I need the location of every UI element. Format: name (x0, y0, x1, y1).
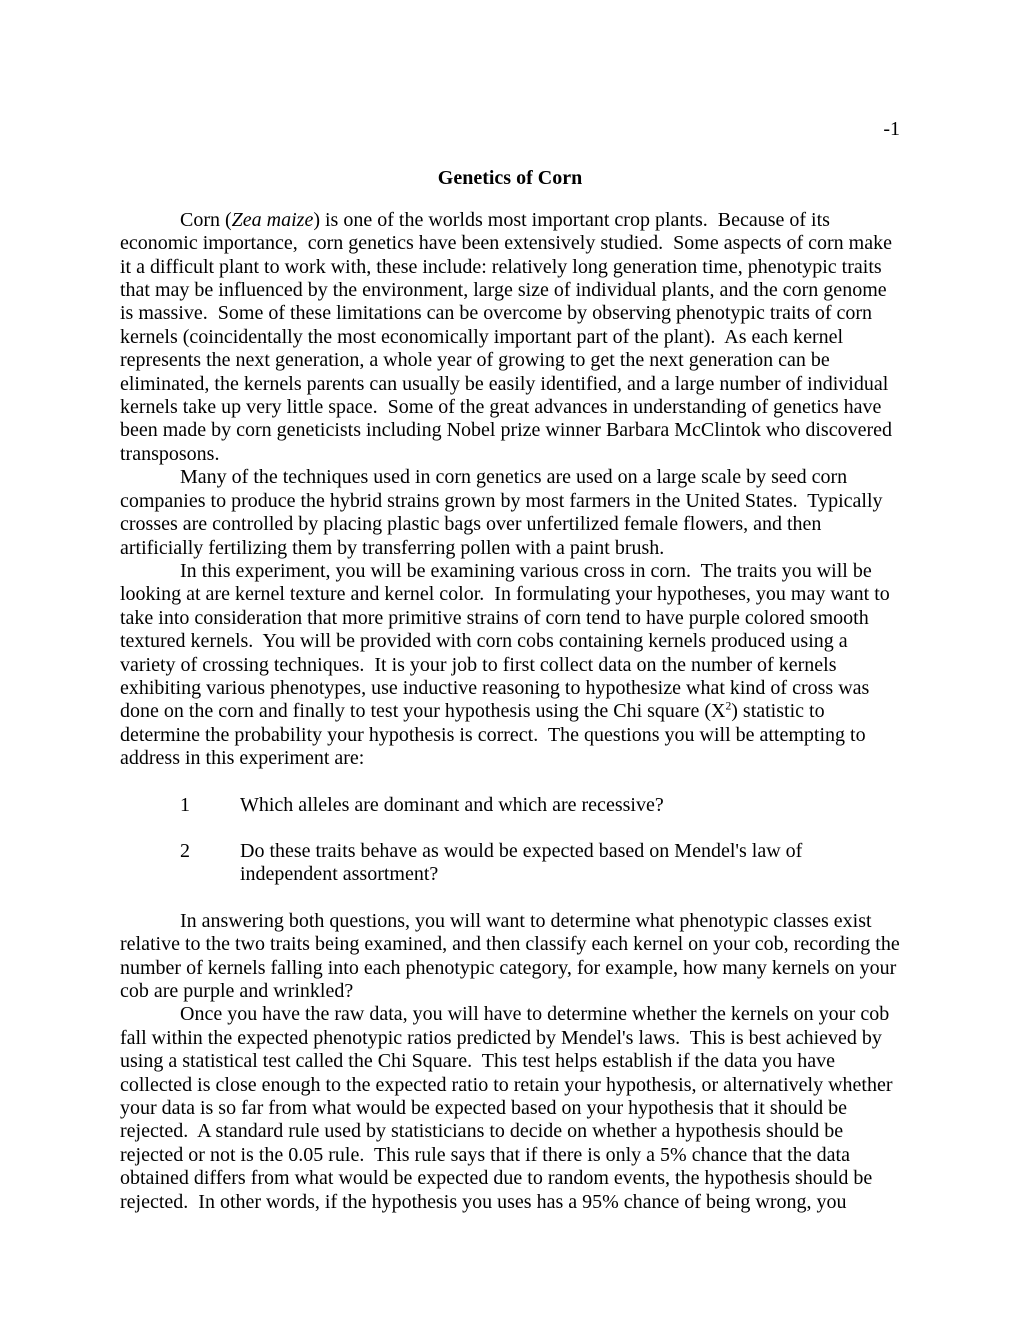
experiment-text-rest: ) statistic to determine the probability your hypothesis is correct. The questions you will be attempting to address in this experiment are: (120, 700, 871, 770)
species-name-italic: Zea maize (231, 208, 314, 231)
intro-text-rest: ) is one of the worlds most important crop plants. Because of its economic importance, corn genetics have been extensively studied. Some aspects of corn make it a difficult plant to work with, these include: relatively long generation time, phenotypic traits that may be influenced by the environment, large size of individual plants, and the corn genome is massive. Some of these limitations can be overcome by observing phenotypic traits of corn kernels (coincidentally the most economically important part of the plant). As each kernel represents the next generation, a whole year of growing to get the next generation can be eliminated, the kernels parents can usually be easily identified, and a large number of individual kernels take up very little space. Some of the great advances in understanding of genetics have been made by corn geneticists including Nobel prize winner Barbara McClintok who discovered transposons. (120, 208, 897, 465)
paragraph-intro (120, 209, 900, 466)
page-number: -1 (883, 118, 900, 140)
chi-square-exponent: 2 (725, 699, 732, 713)
question-2-text: Do these traits behave as would be expected based on Mendel's law of independent assortment? (240, 839, 808, 886)
question-1-number: 1 (180, 793, 190, 816)
question-item-2 (180, 840, 900, 887)
question-2-number: 2 (180, 839, 190, 862)
intro-text-start: Corn ( (180, 208, 232, 231)
document-title: Genetics of Corn (437, 167, 583, 190)
question-1-text: Which alleles are dominant and which are recessive? (240, 793, 664, 816)
paragraph-answering: In answering both questions, you will want to determine what phenotypic classes exist relative to the two traits being examined, and then classify each kernel on your cob, recording the number of kernels falling into each phenotypic category, for example, how many kernels on your cob are purple and wrinkled? (120, 909, 905, 1002)
paragraph-chi-square: Once you have the raw data, you will have to determine whether the kernels on your cob fall within the expected phenotypic ratios predicted by Mendel's laws. This is best achieved by using a statistical test called the Chi Square. This test helps establish if the data you have collected is close enough to the expected ratio to retain your hypothesis, or alternatively whether your data is so far from what would be expected based on your hypothesis that it should be rejected. A standard rule used by statisticians to decide on whether a hypothesis should be rejected or not is the 0.05 rule. This rule says that if there is only a 5% chance that the data obtained differs from what would be expected due to random events, the hypothesis should be rejected. In other words, if the hypothesis you uses has a 95% chance of being wrong, you (120, 1003, 898, 1213)
question-item-1 (180, 794, 900, 817)
paragraph-experiment (120, 560, 900, 771)
paragraph-techniques: Many of the techniques used in corn genetics are used on a large scale by seed corn companies to produce the hybrid strains grown by most farmers in the United States. Typically crosses are controlled by placing plastic bags over unfertilized female flowers, and then artificially fertilizing them by transferring pollen with a paint brush. (120, 466, 888, 559)
experiment-text-start: In this experiment, you will be examining various cross in corn. The traits you will be looking at are kernel texture and kernel color. In formulating your hypotheses, you may want to take into consideration that more primitive strains of corn tend to have purple colored smooth textured kernels. You will be provided with corn cobs containing kernels produced using a variety of crossing techniques. It is your job to first collect data on the number of kernels exhibiting various phenotypes, use inductive reasoning to hypothesize what kind of cross was done on the corn and finally to test your hypothesis using the Chi square (X (120, 559, 895, 723)
